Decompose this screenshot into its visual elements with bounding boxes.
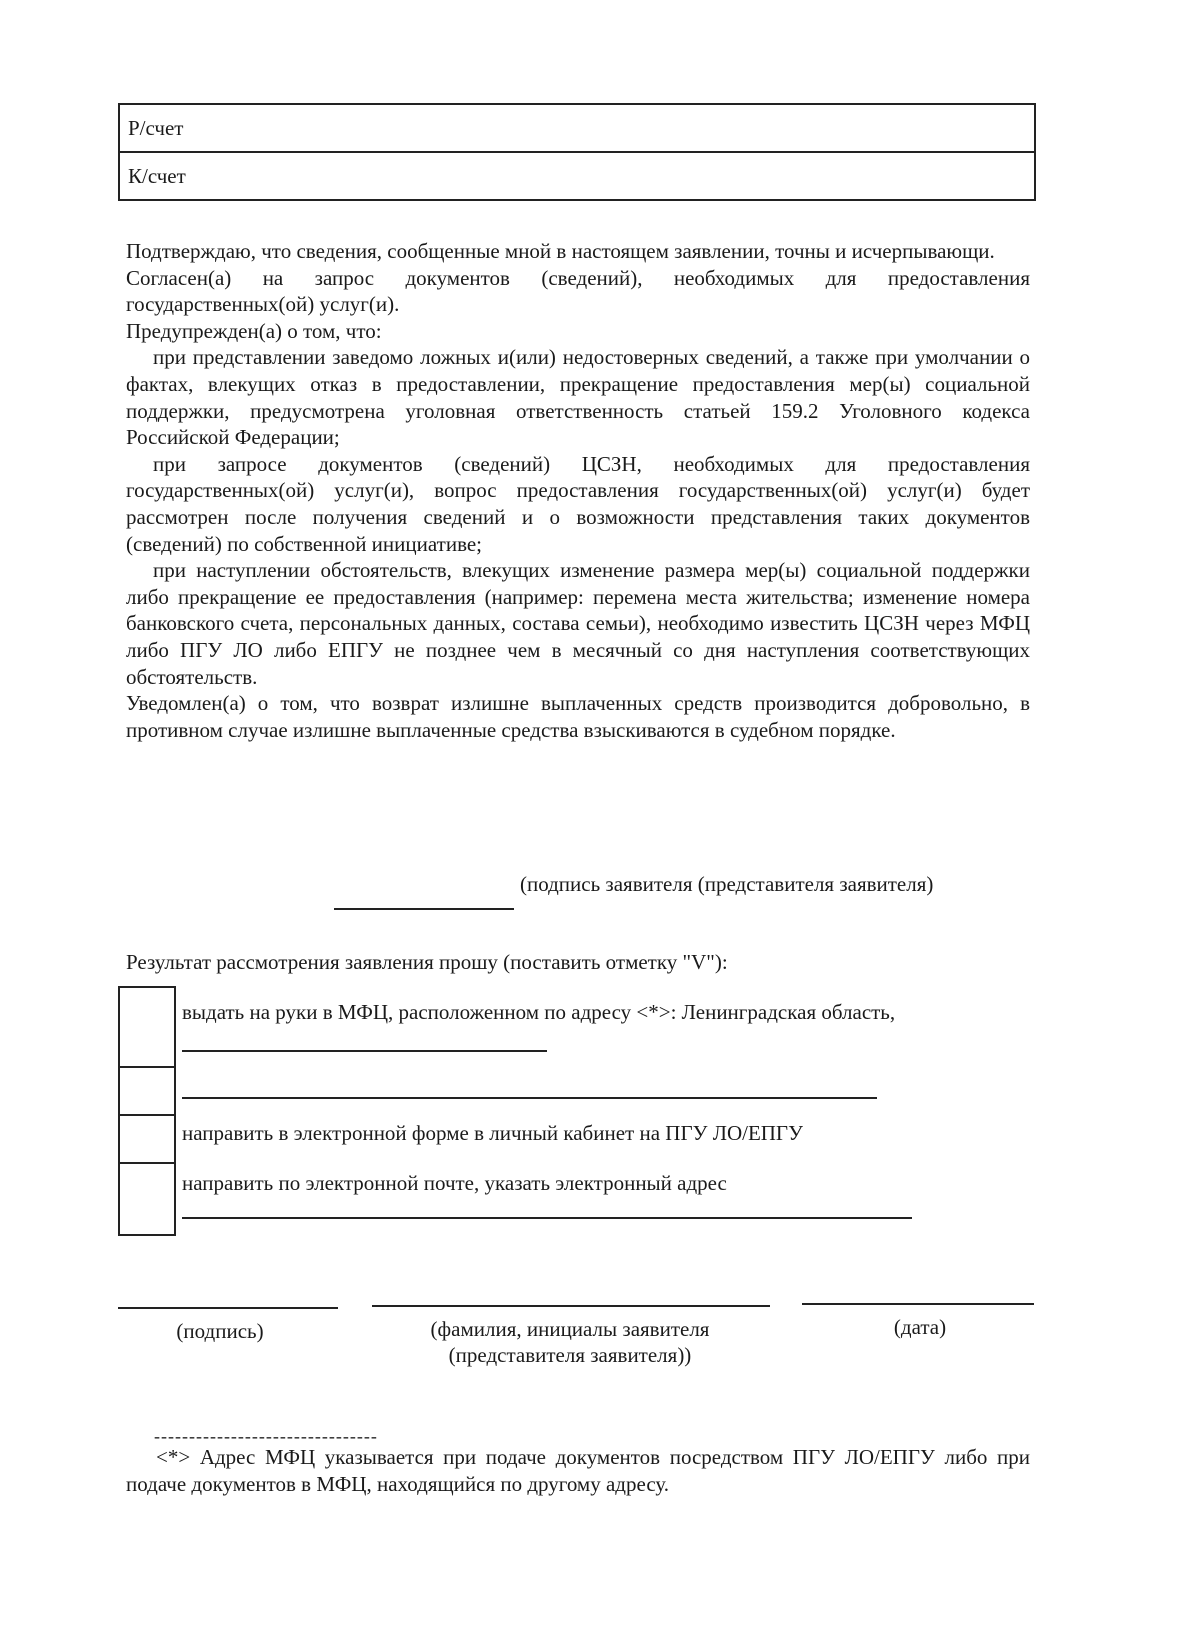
mfc-address-line-2[interactable] — [182, 1097, 877, 1099]
settlement-account-row — [120, 105, 1034, 151]
footnote — [126, 1444, 1030, 1497]
checkbox-personal-cabinet[interactable] — [120, 1114, 174, 1160]
email-address-line[interactable] — [182, 1217, 912, 1219]
footnote-separator: -------------------------------- — [154, 1426, 378, 1446]
bank-account-table — [118, 103, 1036, 201]
checkbox-mfc-address-cont[interactable] — [120, 1066, 174, 1112]
result-delivery-label: Результат рассмотрения заявления прошу (поставить отметку "V"): — [126, 950, 728, 974]
name-caption-line-1: (фамилия, инициалы заявителя — [430, 1317, 710, 1341]
name-caption — [380, 1316, 760, 1368]
refund-notice-paragraph: Уведомлен(а) о том, что возврат излишне выплаченных средств производится добровольно, в противном случае излишне выплаченные средства взыскиваются в судебном порядке. — [126, 691, 1030, 742]
applicant-signature-caption: (подпись заявителя (представителя заявителя) — [520, 872, 934, 896]
name-line[interactable] — [372, 1305, 770, 1307]
signature-line[interactable] — [118, 1307, 338, 1309]
settlement-account-label: Р/счет — [128, 115, 184, 140]
checkbox-mfc-pickup[interactable] — [120, 988, 174, 1064]
mfc-address-line[interactable] — [182, 1050, 547, 1052]
date-caption: (дата) — [893, 1315, 947, 1339]
option-mfc-pickup: выдать на руки в МФЦ, расположенном по адресу <*>: Ленинградская область, — [182, 1000, 896, 1024]
correspondent-account-row — [120, 151, 1034, 199]
document-request-warning: при запросе документов (сведений) ЦСЗН, необходимых для предоставления государственных(ой) услуг(и), вопрос предоставления государственных(ой) услуг(и) будет рассмотрен после получения сведений и о возможности представления таких документов (сведений) по собственной инициативе; — [126, 451, 1030, 556]
footnote-text: <*> Адрес МФЦ указывается при подаче документов посредством ПГУ ЛО/ЕПГУ либо при подаче документов в МФЦ, находящийся по другому адресу. — [126, 1445, 1030, 1496]
option-email: направить по электронной почте, указать электронный адрес — [182, 1171, 727, 1195]
signature-caption: (подпись) — [176, 1319, 264, 1343]
checkbox-email[interactable] — [120, 1162, 174, 1234]
circumstances-change-warning: при наступлении обстоятельств, влекущих изменение размера мер(ы) социальной поддержки либо прекращение ее предоставления (например: перемена места жительства; изменение номера банковского счета, персональных данных, состава семьи), необходимо известить ЦСЗН через МФЦ либо ПГУ ЛО либо ЕПГУ не позднее чем в месячный со дня наступления соответствующих обстоятельств. — [126, 558, 1030, 689]
applicant-signature-line[interactable] — [334, 908, 514, 910]
consent-paragraph: Согласен(а) на запрос документов (сведений), необходимых для предоставления государственных(ой) услуг(и). — [126, 265, 1030, 317]
date-line[interactable] — [802, 1303, 1034, 1305]
false-info-warning: при представлении заведомо ложных и(или) недостоверных сведений, а также при умолчании о фактах, влекущих отказ в предоставлении, прекращение предоставления мер(ы) социальной поддержки, предусмотрена уголовная ответственность статьей 159.2 Уголовного кодекса Российской Федерации; — [126, 345, 1030, 450]
correspondent-account-label: К/счет — [128, 163, 186, 188]
name-caption-line-2: (представителя заявителя)) — [448, 1343, 692, 1367]
warning-heading: Предупрежден(а) о том, что: — [126, 318, 382, 343]
option-personal-cabinet: направить в электронной форме в личный кабинет на ПГУ ЛО/ЕПГУ — [182, 1121, 803, 1145]
confirmation-paragraph: Подтверждаю, что сведения, сообщенные мной в настоящем заявлении, точны и исчерпывающи. — [126, 239, 995, 263]
declaration-text — [126, 238, 1030, 743]
